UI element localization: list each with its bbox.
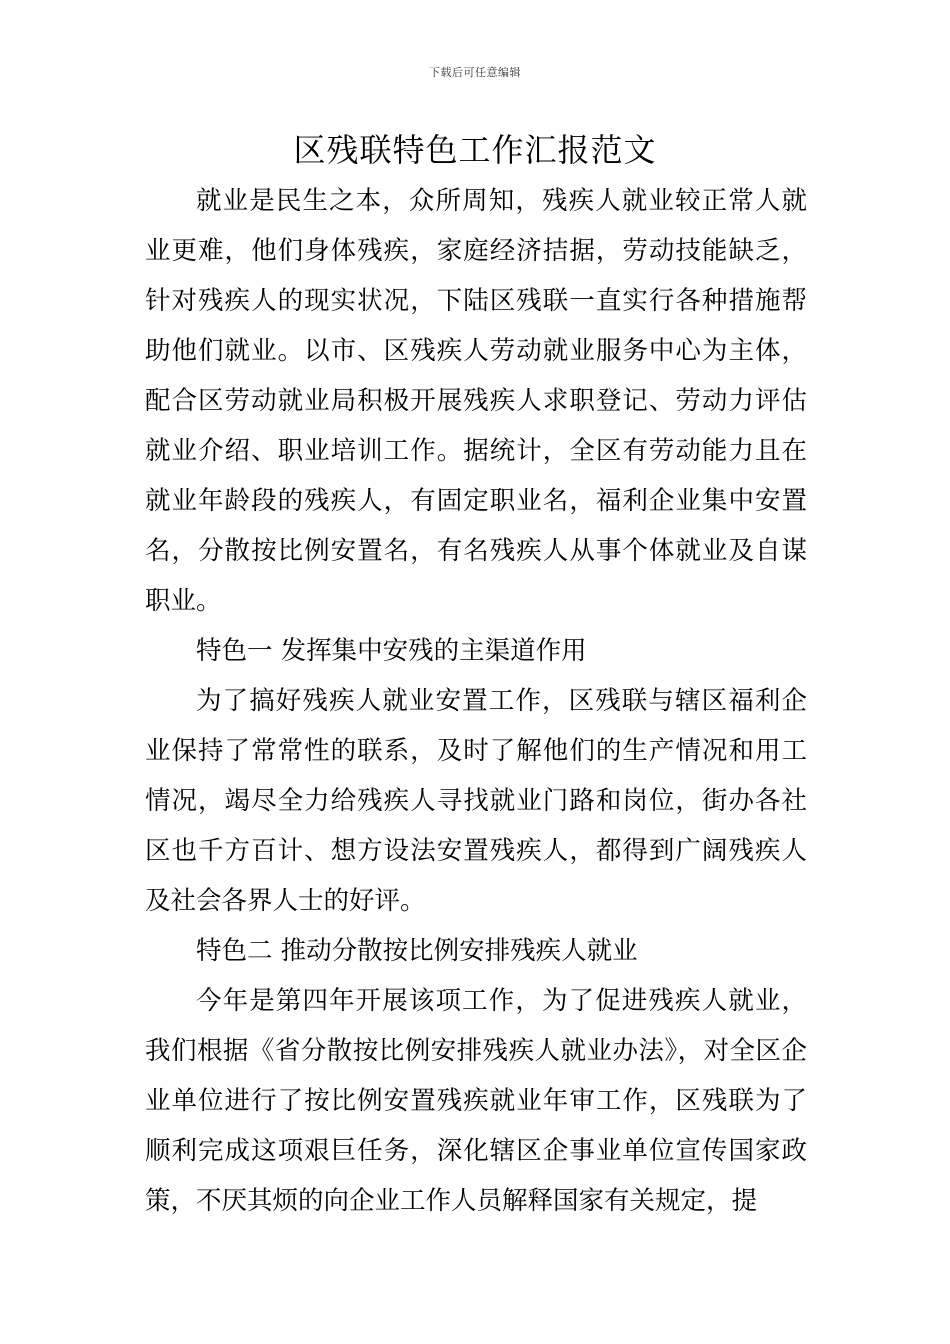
document-title: 区残联特色工作汇报范文 — [293, 131, 657, 169]
paragraph-intro: 就业是民生之本，众所周知，残疾人就业较正常人就业更难，他们身体残疾，家庭经济拮据，劳动技能缺乏，针对残疾人的现实状况，下陆区残联一直实行各种措施帮助他们就业。以市、区残疾人劳动就业服务中心为主体，配合区劳动就业局积极开展残疾人求职登记、劳动力评估就业介绍、职业培训工作。据统计，全区有劳动能力且在就业年龄段的残疾人，有固定职业名，福利企业集中安置名，分散按比例安置名，有名残疾人从事个体就业及自谋职业。 — [145, 186, 807, 616]
section-heading-2: 特色二 推动分散按比例安排残疾人就业 — [196, 936, 638, 966]
header-note: 下载后可任意编辑 — [429, 66, 521, 79]
section-heading-1: 特色一 发挥集中安残的主渠道作用 — [196, 636, 587, 666]
paragraph-section-1: 为了搞好残疾人就业安置工作，区残联与辖区福利企业保持了常常性的联系，及时了解他们的生产情况和用工情况，竭尽全力给残疾人寻找就业门路和岗位，街办各社区也千方百计、想方设法安置残疾人，都得到广阔残疾人及社会各界人士的好评。 — [145, 686, 807, 916]
paragraph-section-2: 今年是第四年开展该项工作，为了促进残疾人就业，我们根据《省分散按比例安排残疾人就业办法》，对全区企业单位进行了按比例安置残疾就业年审工作，区残联为了顺利完成这项艰巨任务，深化辖区企事业单位宣传国家政策，不厌其烦的向企业工作人员解释国家有关规定，提 — [145, 986, 807, 1216]
document-body — [145, 176, 807, 1226]
